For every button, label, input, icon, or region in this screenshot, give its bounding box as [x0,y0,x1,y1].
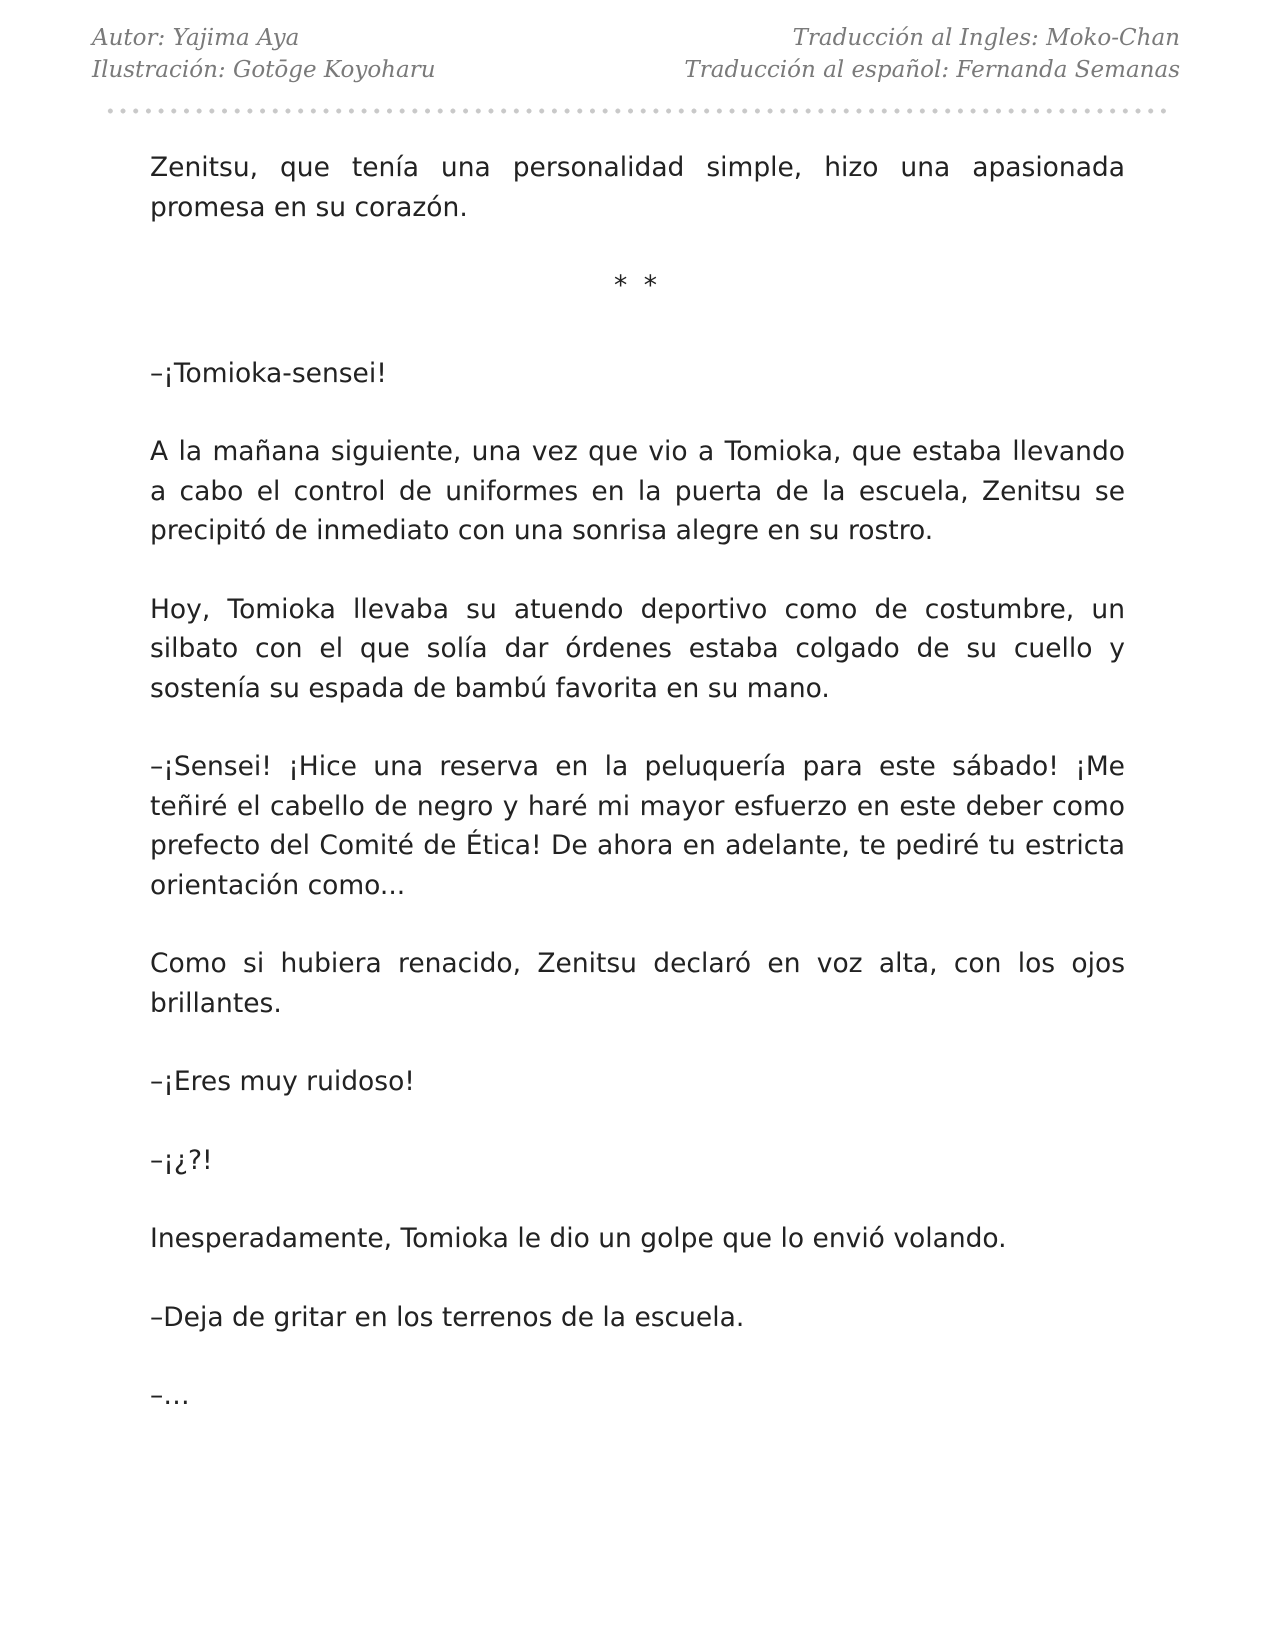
paragraph: –Deja de gritar en los terrenos de la escuela. [150,1301,745,1333]
paragraph: Hoy, Tomioka llevaba su atuendo deportivo como de costumbre, un silbato con el que solía dar órdenes estaba colgado de su cuello y sostenía su espada de bambú favorita en su mano. [150,593,1125,704]
illustration-credit: Ilustración: Gotōge Koyoharu [92,57,436,83]
dotted-divider [104,108,1168,114]
paragraph: –… [150,1380,190,1411]
paragraph: –¡Tomioka-sensei! [150,357,387,389]
spanish-translation-credit: Traducción al español: Fernanda Semanas [684,57,1180,83]
paragraph: Como si hubiera renacido, Zenitsu declaró en voz alta, con los ojos brillantes. [150,948,1125,1019]
story-body [150,148,1125,1455]
english-translation-credit: Traducción al Ingles: Moko-Chan [792,25,1180,51]
paragraph: –¡Sensei! ¡Hice una reserva en la peluquería para este sábado! ¡Me teñiré el cabello de negro y haré mi mayor esfuerzo en este deber como prefecto del Comité de Ética! De ahora en adelante, te pediré tu estricta orientación como... [150,751,1125,901]
author-credit: Autor: Yajima Aya [92,25,300,51]
paragraph: Inesperadamente, Tomioka le dio un golpe que lo envió volando. [150,1223,1007,1254]
paragraph: –¡Eres muy ruidoso! [150,1066,415,1097]
header-credits-right [684,22,1180,86]
paragraph: Zenitsu, que tenía una personalidad simple, hizo una apasionada promesa en su corazón. [150,152,1125,223]
scene-break: * * [614,270,661,301]
paragraph: –¡¿?! [150,1144,213,1176]
header-credits-left [92,22,436,86]
paragraph: A la mañana siguiente, una vez que vio a Tomioka, que estaba llevando a cabo el control de uniformes en la puerta de la escuela, Zenitsu se precipitó de inmediato con una sonrisa alegre en su rostro. [150,436,1125,546]
